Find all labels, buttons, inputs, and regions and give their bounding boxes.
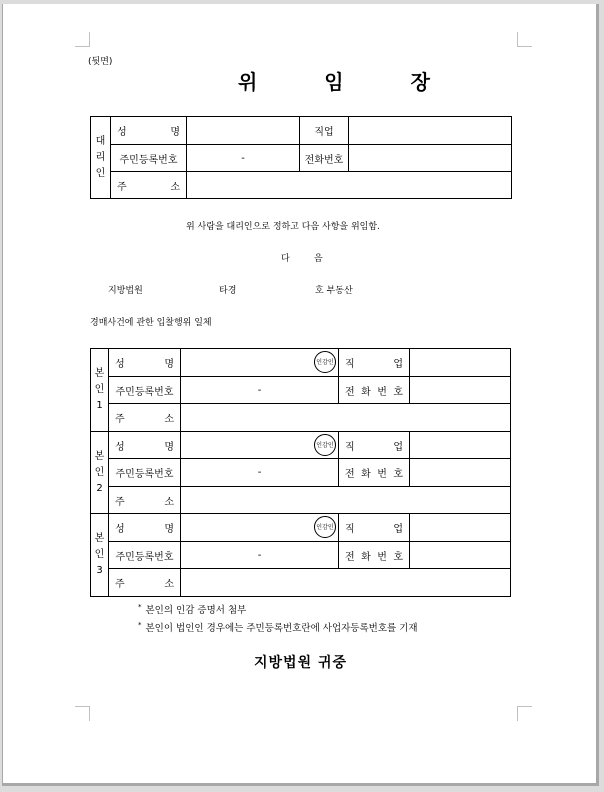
- principal-1-phone-field[interactable]: [410, 377, 511, 404]
- principal-3-phone-field[interactable]: [410, 542, 511, 569]
- principal-1-job-label: 직 업: [339, 349, 410, 377]
- crop-mark-top-left: [75, 32, 90, 47]
- agent-group-label: 대 리 인: [91, 117, 111, 199]
- note-2: * 본인이 법인인 경우에는 주민등록번호란에 사업자등록번호를 기재: [138, 620, 418, 634]
- delegation-statement: 위 사람을 대리인으로 정하고 다음 사항을 위임함.: [186, 222, 380, 232]
- principal-1-rrn-field[interactable]: -: [181, 377, 339, 404]
- agent-phone-label: 전화번호: [300, 145, 349, 172]
- note-1: * 본인의 인감 증명서 첨부: [138, 602, 247, 616]
- principal-2-address-field[interactable]: [181, 487, 511, 514]
- court-addressee: 지방법원 귀중: [254, 655, 348, 671]
- principal-2-job-label: 직 업: [339, 432, 410, 459]
- principals-table: [90, 348, 511, 597]
- note-mark-icon: *: [138, 620, 142, 629]
- crop-mark-bottom-right: [517, 706, 532, 721]
- principal-2-name-label: 성 명: [109, 432, 181, 459]
- principal-1-address-label: 주 소: [109, 404, 181, 432]
- seal-stamp-icon: 인감인: [314, 516, 336, 538]
- agent-address-label: 주 소: [111, 172, 187, 199]
- principal-3-name-label: 성 명: [109, 514, 181, 542]
- agent-job-label: 직업: [300, 117, 349, 145]
- principal-1-group-label: 본 인 1: [91, 349, 109, 432]
- seal-stamp-icon: 인감인: [314, 434, 336, 456]
- crop-mark-bottom-left: [75, 706, 90, 721]
- agent-rrn-field[interactable]: -: [187, 145, 300, 172]
- agent-name-field[interactable]: [187, 117, 300, 145]
- document-title: 위 임 장: [238, 70, 460, 94]
- side-label: (뒷면): [88, 57, 113, 67]
- seal-stamp-icon: 인감인: [314, 351, 336, 373]
- principal-3-group-label: 본 인 3: [91, 514, 109, 597]
- principal-2-rrn-label: 주민등록번호: [109, 459, 181, 487]
- agent-phone-field[interactable]: [349, 145, 512, 172]
- principal-3-phone-label: 전 화 번 호: [339, 542, 410, 569]
- principal-1-name-field[interactable]: [181, 349, 339, 377]
- agent-rrn-label: 주민등록번호: [111, 145, 187, 172]
- crop-mark-top-right: [517, 32, 532, 47]
- principal-2-address-label: 주 소: [109, 487, 181, 514]
- principal-1-name-label: 성 명: [109, 349, 181, 377]
- agent-table: [90, 116, 512, 199]
- agent-name-label: 성 명: [111, 117, 187, 145]
- agent-address-field[interactable]: [187, 172, 512, 199]
- delegation-scope: 경매사건에 관한 입찰행위 일체: [90, 318, 212, 328]
- principal-1-phone-label: 전 화 번 호: [339, 377, 410, 404]
- principal-3-job-field[interactable]: [410, 514, 511, 542]
- principal-1-job-field[interactable]: [410, 349, 511, 377]
- case-type-label: 타경: [219, 286, 237, 296]
- agent-job-field[interactable]: [349, 117, 512, 145]
- principal-2-rrn-field[interactable]: -: [181, 459, 339, 487]
- principal-2-phone-field[interactable]: [410, 459, 511, 487]
- principal-3-job-label: 직 업: [339, 514, 410, 542]
- principal-1-rrn-label: 주민등록번호: [109, 377, 181, 404]
- principal-2-phone-label: 전 화 번 호: [339, 459, 410, 487]
- principal-3-address-field[interactable]: [181, 569, 511, 597]
- court-label: 지방법원: [108, 286, 143, 296]
- next-label-2: 음: [314, 254, 323, 264]
- principal-3-rrn-label: 주민등록번호: [109, 542, 181, 569]
- principal-3-name-field[interactable]: [181, 514, 339, 542]
- principal-2-name-field[interactable]: [181, 432, 339, 459]
- note-mark-icon: *: [138, 602, 142, 611]
- next-label-1: 다: [281, 254, 290, 264]
- principal-2-group-label: 본 인 2: [91, 432, 109, 514]
- property-label: 호 부동산: [315, 286, 353, 296]
- principal-3-address-label: 주 소: [109, 569, 181, 597]
- principal-2-job-field[interactable]: [410, 432, 511, 459]
- principal-3-rrn-field[interactable]: -: [181, 542, 339, 569]
- principal-1-address-field[interactable]: [181, 404, 511, 432]
